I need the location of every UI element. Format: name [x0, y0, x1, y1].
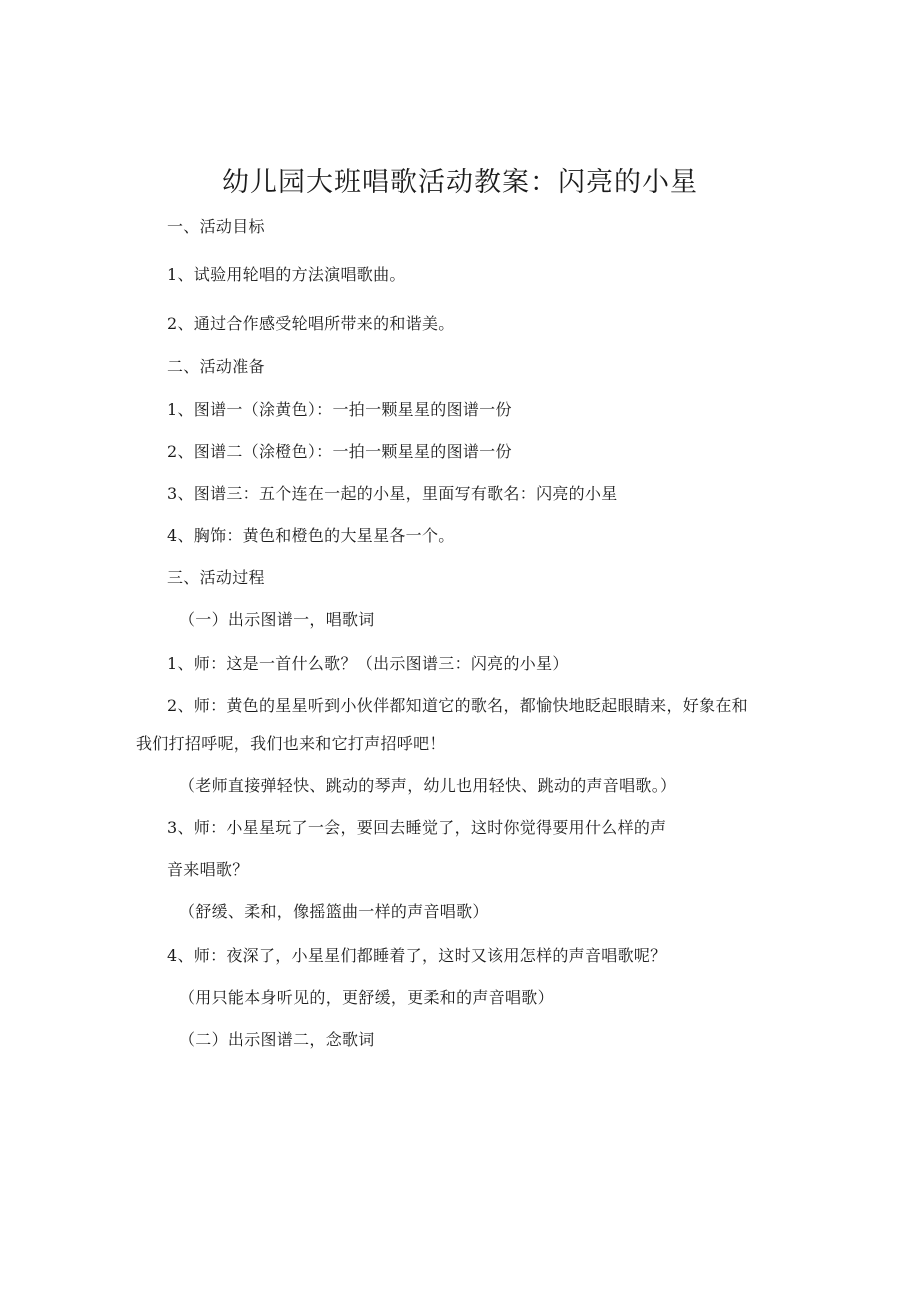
process-item-2-continued: 我们打招呼呢，我们也来和它打声招呼吧！ — [136, 734, 446, 753]
process-item-3: 3、师：小星星玩了一会，要回去睡觉了，这时你觉得要用什么样的声 — [167, 818, 667, 837]
section-heading-preparation: 二、活动准备 — [167, 357, 265, 376]
subsection-heading-1: （一）出示图谱一，唱歌词 — [179, 610, 375, 629]
prep-item-4: 4、胸饰：黄色和橙色的大星星各一个。 — [167, 526, 455, 545]
prep-item-2: 2、图谱二（涂橙色）：一拍一颗星星的图谱一份 — [167, 442, 512, 461]
process-note-1: （老师直接弹轻快、跳动的琴声，幼儿也用轻快、跳动的声音唱歌。） — [179, 776, 677, 795]
process-note-3: （用只能本身听见的，更舒缓，更柔和的声音唱歌） — [179, 988, 554, 1007]
subsection-heading-2: （二）出示图谱二，念歌词 — [179, 1030, 375, 1049]
section-heading-goals: 一、活动目标 — [167, 217, 265, 236]
process-item-2: 2、师：黄色的星星听到小伙伴都知道它的歌名，都愉快地眨起眼睛来，好象在和 — [167, 696, 748, 715]
prep-item-3: 3、图谱三：五个连在一起的小星，里面写有歌名：闪亮的小星 — [167, 484, 618, 503]
process-item-3-continued: 音来唱歌？ — [167, 860, 249, 879]
process-item-4: 4、师：夜深了，小星星们都睡着了，这时又该用怎样的声音唱歌呢？ — [167, 946, 667, 965]
goal-item-2: 2、通过合作感受轮唱所带来的和谐美。 — [167, 314, 455, 333]
prep-item-1: 1、图谱一（涂黄色）：一拍一颗星星的图谱一份 — [167, 400, 512, 419]
process-note-2: （舒缓、柔和，像摇篮曲一样的声音唱歌） — [179, 902, 489, 921]
document-title: 幼儿园大班唱歌活动教案：闪亮的小星 — [222, 167, 698, 198]
section-heading-process: 三、活动过程 — [167, 568, 265, 587]
goal-item-1: 1、试验用轮唱的方法演唱歌曲。 — [167, 265, 406, 284]
process-item-1: 1、师：这是一首什么歌？（出示图谱三：闪亮的小星） — [167, 654, 569, 673]
